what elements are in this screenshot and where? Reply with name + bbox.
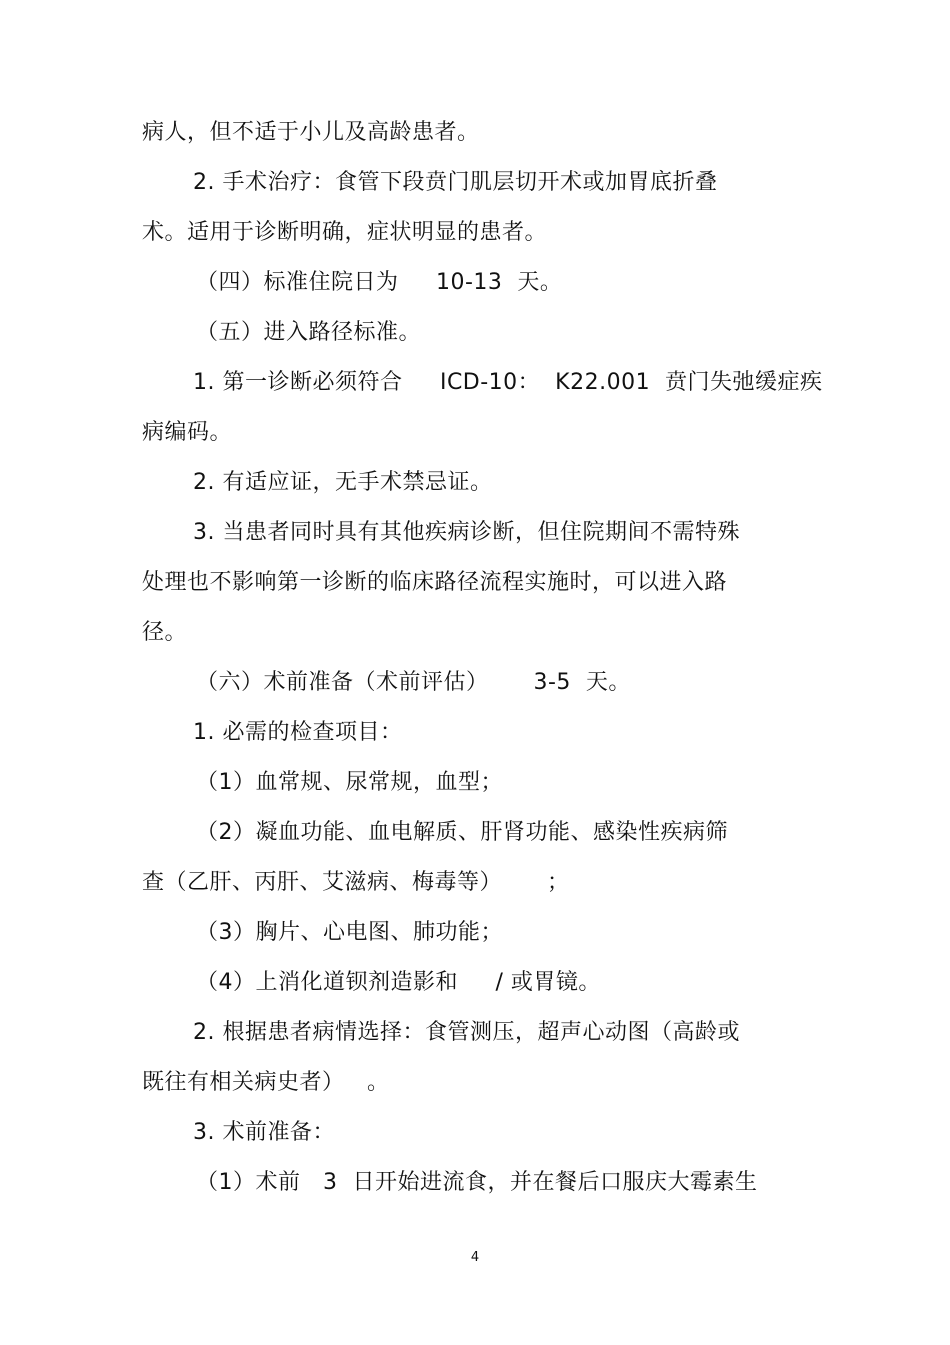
text-line: （1）术前 3 日开始进流食，并在餐后口服庆大霉素生 — [196, 1170, 758, 1195]
text-line: 既往有相关病史者） 。 — [142, 1070, 390, 1095]
text-line: 径。 — [142, 620, 188, 645]
text-line: 查（乙肝、丙肝、艾滋病、梅毒等） ； — [142, 870, 570, 895]
text-line: 处理也不影响第一诊断的临床路径流程实施时，可以进入路 — [142, 570, 728, 595]
text-line: 2. 手术治疗：食管下段贲门肌层切开术或加胃底折叠 — [193, 170, 718, 195]
text-line: （六）术前准备（术前评估） 3-5 天。 — [196, 670, 631, 695]
page-number: 4 — [470, 1250, 480, 1265]
text-line: （2）凝血功能、血电解质、肝肾功能、感染性疾病筛 — [196, 820, 728, 845]
text-line: （五）进入路径标准。 — [196, 320, 422, 345]
text-line: 1. 第一诊断必须符合 ICD-10： K22.001 贲门失弛缓症疾 — [193, 370, 823, 395]
text-line: （四）标准住院日为 10-13 天。 — [196, 270, 563, 295]
text-line: 1. 必需的检查项目： — [193, 720, 403, 745]
text-line: 术。适用于诊断明确，症状明显的患者。 — [142, 220, 548, 245]
text-line: （3）胸片、心电图、肺功能； — [196, 920, 503, 945]
text-line: （1）血常规、尿常规，血型； — [196, 770, 503, 795]
text-line: 病编码。 — [142, 420, 233, 445]
text-line: 病人，但不适于小儿及高龄患者。 — [142, 120, 480, 145]
text-line: 3. 当患者同时具有其他疾病诊断，但住院期间不需特殊 — [193, 520, 740, 545]
text-line: 2. 有适应证，无手术禁忌证。 — [193, 470, 493, 495]
text-line: 3. 术前准备： — [193, 1120, 335, 1145]
text-line: （4）上消化道钡剂造影和 / 或胃镜。 — [196, 970, 601, 995]
text-line: 2. 根据患者病情选择：食管测压，超声心动图（高龄或 — [193, 1020, 740, 1045]
